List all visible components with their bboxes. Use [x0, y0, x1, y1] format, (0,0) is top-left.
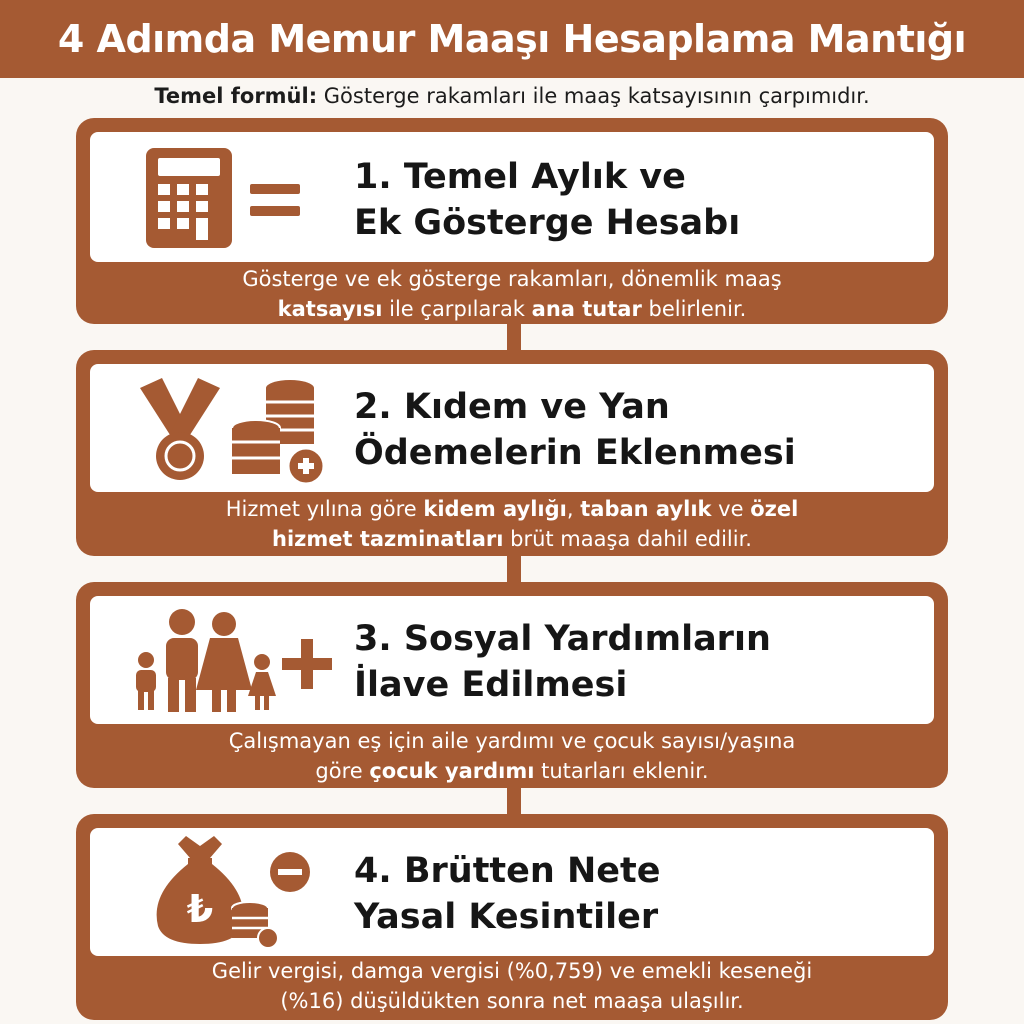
step-2-description: Hizmet yılına göre kidem aylığı, taban aylık ve özel hizmet tazminatları brüt maaşa dahil edilir.	[225, 497, 799, 551]
step-3-description: Çalışmayan eş için aile yardımı ve çocuk sayısı/yaşına göre çocuk yardımı tutarları eklenir.	[228, 729, 796, 783]
step-1-description: Gösterge ve ek gösterge rakamları, dönemlik maaş katsayısı ile çarpılarak ana tutar belirlenir.	[242, 267, 782, 321]
step-4-description: Gelir vergisi, damga vergisi (%0,759) ve emekli keseneği (%16) düşüldükten sonra net maaşa ulaşılır.	[211, 959, 813, 1013]
formula-line	[0, 84, 1024, 108]
step-card-1	[76, 118, 948, 324]
step-1-panel	[90, 132, 934, 262]
step-card-2	[76, 350, 948, 556]
header-bar	[0, 0, 1024, 78]
formula-text: Gösterge rakamları ile maaş katsayısının çarpımıdır.	[317, 84, 870, 108]
page-title: 4 Adımda Memur Maaşı Hesaplama Mantığı	[57, 17, 967, 61]
svg-text:₺: ₺	[186, 887, 214, 931]
step-2-panel	[90, 364, 934, 492]
step-1-title: 1. Temel Aylık ve Ek Gösterge Hesabı	[354, 157, 741, 243]
step-4-panel	[90, 828, 934, 956]
step-4-title: 4. Brütten Nete Yasal Kesintiler	[354, 851, 661, 937]
medal-coins-icon	[140, 374, 330, 484]
formula-label: Temel formül:	[154, 84, 318, 108]
step-3-title: 3. Sosyal Yardımların İlave Edilmesi	[354, 619, 771, 705]
step-card-4	[76, 814, 948, 1020]
step-2-title: 2. Kıdem ve Yan Ödemelerin Eklenmesi	[354, 387, 796, 473]
step-card-3	[76, 582, 948, 788]
money-bag-icon	[150, 834, 330, 950]
calculator-icon	[146, 144, 306, 252]
family-icon	[124, 604, 336, 716]
step-3-panel	[90, 596, 934, 724]
